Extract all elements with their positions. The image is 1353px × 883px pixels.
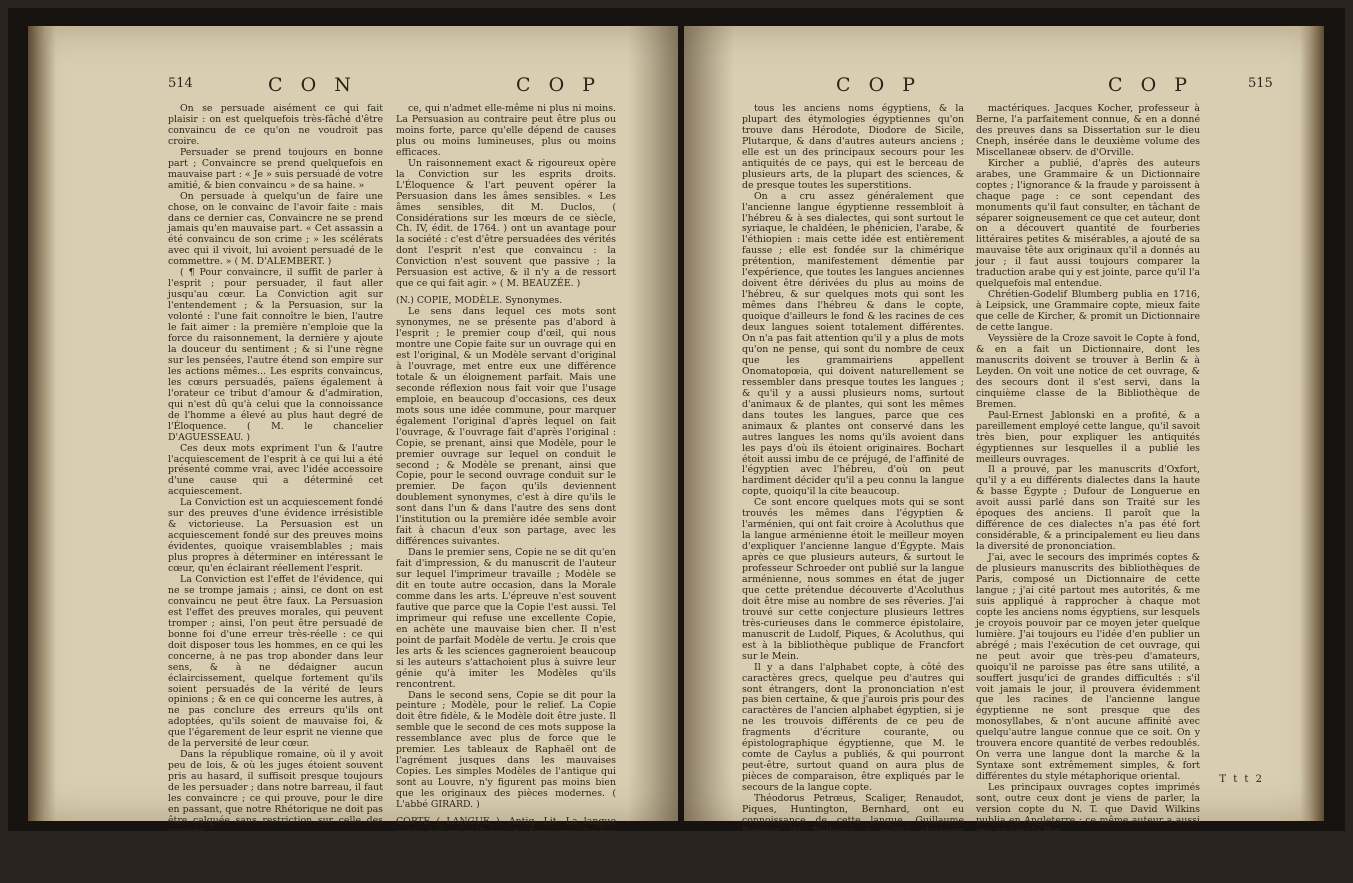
paragraph: Dans le premier sens, Copie ne se dit qu'en fait d'impression, & du manuscrit de l'auteur sur lequel l'imprimeur travaille ; Modèle se dit en toute autre occasion, dans la Morale comme dans les arts. L'épreuve n'est souvent fautive que parce que la Copie l'est aussi. Tel imprimeur qui refuse une excellente Copie, en achète une mauvaise bien cher. Il n'est point de parfait Modèle de vertu. Je crois que les arts & les sciences gagneroient beaucoup si les auteurs s'attachoient plus à suivre leur génie qu'à imiter les Modèles qu'ils rencontrent. <box>396 547 616 690</box>
gutter-shadow <box>684 26 734 821</box>
book-spread <box>8 8 1345 882</box>
paragraph: La Conviction n'est pas susceptible de plus ou de moins, parce que c'est l'effet nécessaire de l'éviden- <box>168 836 383 870</box>
paragraph: On a cru assez généralement que l'ancienne langue égyptienne ressembloit à l'hébreu & à ses dialectes, qui sont surtout le syriaque, le chaldéen, le phénicien, l'arabe, & l'éthiopien : mais cette idée est entièrement fausse ; elle est fondée sur la chimérique prétention, manifestement démentie par l'expérience, que toutes les langues anciennes doivent être dérivées du plus au moins de l'hébreu, & sur quelques mots qui sont les mêmes dans l'hébreu & dans le copte, quoique d'ailleurs le fond & les racines de ces deux langues soient totalement différentes. On n'a pas fait attention qu'il y a plus de mots qu'on ne pense, qui sont du nombre de ceux que les grammairiens appellent Onomatopœia, qui doivent naturellement se ressembler dans presque toutes les langues ; & qu'il y a aussi plusieurs noms, surtout d'animaux & de plantes, qui sont les mêmes dans toutes les langues, parce que ces animaux & plantes ont conservé dans les autres langues les noms qu'ils avoient dans les pays d'où ils étoient originaires. Bochart étoit aussi imbu de ce préjugé, de l'affinité de l'égyptien avec l'hébreu, d'où on peut hardiment décider qu'il a peu connu la langue copte, quoiqu'il la cite beaucoup. <box>742 190 964 498</box>
paragraph: Persuader se prend toujours en bonne part ; Convaincre se prend quelquefois en mauvaise part : « Je » suis persuadé de votre amitié, & bien convaincu » de sa haine. » <box>168 146 383 191</box>
paragraph: Il a prouvé, par les manuscrits d'Oxfort, qu'il y a eu différents dialectes dans la haute & basse Égypte ; Dufour de Longuerue en avoit aussi parlé dans son Traité sur les époques des anciens. Il paroît que la différence de ces dialectes n'a pas été fort considérable, & a principalement eu lieu dans la diversité de prononciation. <box>976 464 1200 553</box>
paragraph: Kircher a publié, d'après des auteurs arabes, une Grammaire & un Dictionnaire coptes ; l'ignorance & la fraude y paroissent à chaque page : ce sont cependant des monuments qu'il faut consulter, en tâchant de séparer soigneusement ce que cet auteur, dont on a découvert quantité de fourberies littéraires petites & misérables, a ajouté de sa mauvaise tête aux originaux qu'il a donnés au jour ; il faut aussi toujours comparer la traduction arabe qui y est jointe, parce qu'il l'a quelquefois mal entendue. <box>976 157 1200 290</box>
page-number: 514 <box>168 76 193 91</box>
paragraph: La Conviction est l'effet de l'évidence, qui ne se trompe jamais ; ainsi, ce dont on est convaincu ne peut être faux. La Persuasion est l'effet des preuves morales, qui peuvent tromper ; ainsi, l'on peut être persuadé de bonne foi d'une erreur très-réelle : ce qui doit disposer tous les hommes, en ce qui les concerne, à ne pas trop abonder dans leur sens, & à ne dédaigner aucun éclaircissement, quelque fortement qu'ils soient persuadés de la vérité de leurs opinions ; & en ce qui concerne les autres, à ne pas conclure des erreurs qu'ils ont adoptées, qu'ils soient de mauvaise foi, & que l'égarement de leur esprit ne vienne que de la perversité de leur cœur. <box>168 573 383 750</box>
paragraph: Paul-Ernest Jablonski en a profité, & a pareillement employé cette langue, qu'il savoit très bien, pour expliquer les antiquités égyptiennes sur lesquelles il a publié les meilleurs ouvrages. <box>976 409 1200 465</box>
text-column-1 <box>168 103 383 870</box>
paragraph: Chrétien-Godelif Blumberg publia en 1716, à Leipsick, une Grammaire copte, mieux faite que celle de Kircher, & promit un Dictionnaire de cette langue. <box>976 289 1200 334</box>
page-edges <box>28 26 56 821</box>
paragraph: Dans le second sens, Copie se dit pour la peinture ; Modèle, pour le relief. La Copie doit être fidèle, & le Modèle doit être juste. Il semble que le second de ces mots suppose la ressemblance avec plus de force que le premier. Les tableaux de Raphaël ont de l'agrément jusques dans les mauvaises Copies. Les simples Modèles de l'antique qui sont au Louvre, n'y figurent pas moins bien que les originaux des pièces modernes. ( L'abbé GIRARD. ) <box>396 689 616 811</box>
signature-mark: T t t 2 <box>1219 774 1264 785</box>
running-head: C O N <box>268 74 357 96</box>
paragraph: On persuade à quelqu'un de faire une chose, on le convainc de l'avoir faite : mais dans ce dernier cas, Convaincre ne se prend jamais qu'en mauvaise part. « Cet assassin a été convaincu de son crime ; » les scélérats avec qui il vivoit, lui avoient persuadé de le commettre. » ( M. D'ALEMBERT. ) <box>168 190 383 268</box>
text-column-2 <box>976 103 1200 837</box>
paragraph: tous les anciens noms égyptiens, & la plupart des étymologies égyptiennes qu'on trouve dans Hérodote, Diodore de Sicile, Plutarque, & dans d'autres auteurs anciens ; elle est un des principaux secours pour les antiquités de ce pays, qui est le berceau de plusieurs arts, de la plupart des sciences, & de presque toutes les superstitions. <box>742 103 964 191</box>
running-head: C O P <box>836 74 921 96</box>
paragraph: On se persuade aisément ce qui fait plaisir : on est quelquefois très-fâché d'être convaincu de ce qu'on ne voudroit pas croire. <box>168 103 383 147</box>
paragraph: mactériques. Jacques Kocher, professeur à Berne, l'a parfaitement connue, & en a donné des preuves dans sa Dissertation sur le dieu Cneph, insérée dans le deuxième volume des Miscellaneæ observ. de d'Orville. <box>976 103 1200 158</box>
paragraph: Théodorus Petrœus, Scaliger, Renaudot, Piques, Huntington, Bernhard, ont eu connoissance de cette langue. Guillaume Bonjour de Toulouse a publié plusieurs brochures qui prouvent qu'il y étoit versé. Saumaise ne l'a pas négligée, & on voit par ses ouvrages, surtout par ses années cli- <box>742 793 964 870</box>
paragraph: Le sens dans lequel ces mots sont synonymes, ne se présente pas d'abord à l'esprit ; le premier coup d'œil, qui nous montre une Copie faite sur un ouvrage qui en est l'original, & un Modèle servant d'original à l'ouvrage, met entre eux une différence totale & un éloignement parfait. Mais une seconde réflexion nous fait voir que l'usage emploie, en beaucoup d'occasions, ces deux mots sous une idée commune, pour marquer également l'original d'après lequel on fait l'ouvrage, & l'ouvrage fait d'après l'original : Copie, se prenant, ainsi que Modèle, pour le premier ouvrage sur lequel on conduit le second ; & Modèle se prenant, ainsi que Copie, pour le second ouvrage conduit sur le premier. De façon qu'ils deviennent doublement synonymes, c'est à dire qu'ils le sont dans l'un & dans l'autre des sens dont l'institution ou la première idée semble avoir fait à chacun d'eux son partage, avec les différences suivantes. <box>396 306 616 548</box>
page-edges <box>1300 26 1324 821</box>
paragraph: Il y a dans l'alphabet copte, à côté des caractères grecs, quelque peu d'autres qui sont étrangers, dont la prononciation n'est pas bien certaine, & que j'aurois pris pour des caractères de l'ancien alphabet égyptien, si je ne les trouvois différents de ce peu de fragments d'écriture courante, ou épistolographique égyptienne, que M. le comte de Caylus a publiés, & qui pourront peut-être, surtout quand on aura plus de pièces de comparaison, être expliqués par le secours de la langue copte. <box>742 661 964 794</box>
paragraph: Dans la république romaine, où il y avoit peu de lois, & où les juges étoient souvent pris au hasard, il suffisoit presque toujours de les persuader ; dans notre barreau, il faut les convaincre ; ce qui prouve, pour le dire en passant, que notre Rhétorique ne doit pas être calquée sans restriction sur celle des anciens. <box>168 749 383 837</box>
paragraph: Un raisonnement exact & rigoureux opère la Conviction sur les esprits droits. L'Éloquence & l'art peuvent opérer la Persuasion dans les âmes sensibles. « Les âmes sensibles, dit M. Duclos, ( Considérations sur les mœurs de ce siècle, Ch. IV, édit. de 1764. ) ont un avantage pour la société : c'est d'être persuadées des vérités dont l'esprit n'est que convaincu : la Conviction n'est souvent que passive ; la Persuasion est active, & il n'y a de ressort que ce qui fait agir. » ( M. BEAUZÉE. ) <box>396 157 616 290</box>
text-column-1 <box>742 103 964 870</box>
paragraph: Les principaux ouvrages coptes imprimés sont, outre ceux dont je viens de parler, la version copte du N. T. que David Wilkins publia en Angleterre ; ce même auteur a aussi mis au jour le Pen- <box>976 782 1200 837</box>
gutter-shadow <box>628 26 678 821</box>
paragraph: Ce sont encore quelques mots qui se sont trouvés les mêmes dans l'égyptien & l'arménien, qui ont fait croire à Acoluthus que la langue arménienne étoit le meilleur moyen d'expliquer l'ancienne langue d'Égypte. Mais après ce que plusieurs auteurs, & surtout le professeur Schroeder ont publié sur la langue arménienne, nous sommes en état de juger que cette prétendue découverte d'Acoluthus doit être mise au nombre de ses rêveries. J'ai trouvé sur cette conjecture plusieurs lettres très-curieuses dans le commerce épistolaire, manuscrit de Ludolf, Piques, & Acoluthus, qui est à la bibliothèque publique de Francfort sur le Mein. <box>742 497 964 662</box>
paragraph: (N.) COPIE, MODÈLE. Synonymes. <box>396 295 563 307</box>
running-head: C O P <box>1108 74 1193 96</box>
paragraph: La Conviction est un acquiescement fondé sur des preuves d'une évidence irrésistible & victorieuse. La Persuasion est un acquiescement fondé sur des preuves moins évidentes, quoique vraisemblables ; mais plus propres à déterminer en intéressant le cœur, qu'en éclairant réellement l'esprit. <box>168 497 383 575</box>
page-number: 515 <box>1248 76 1273 91</box>
paragraph: J'ai, avec le secours des imprimés coptes & de plusieurs manuscrits des bibliothèques de Paris, composé un Dictionnaire de cette langue ; j'ai cité partout mes autorités, & me suis appliqué à rapprocher à chaque mot copte les anciens noms égyptiens, sur lesquels je croyois pouvoir par ce moyen jeter quelque lumière. J'ai toujours eu l'idée d'en publier un abrégé ; mais l'exécution de cet ouvrage, qui ne peut avoir que très-peu d'amateurs, quoiqu'il ne paroisse pas être sans utilité, a souffert jusqu'ici de grandes difficultés : s'il voit jamais le jour, il prouvera évidemment que les racines de l'ancienne langue égyptienne ne sont presque que des monosyllabes, & n'ont aucune affinité avec quelqu'autre langue connue que ce soit. On y trouvera encore quantité de verbes redoublés. On verra une langue dont la marche & la Syntaxe sont extrêmement simples, & fort différentes du style métaphorique oriental. <box>976 552 1200 783</box>
paragraph: ce, qui n'admet elle-même ni plus ni moins. La Persuasion au contraire peut être plus ou moins forte, parce qu'elle dépend de causes plus ou moins lumineuses, plus ou moins efficaces. <box>396 103 616 158</box>
paragraph: Ces deux mots expriment l'un & l'autre l'acquiescement de l'esprit à ce qui lui a été présenté comme vrai, avec l'idée accessoire d'une cause qui a déterminé cet acquiescement. <box>168 442 383 498</box>
running-head: C O P <box>516 74 601 96</box>
text-column-2 <box>396 103 616 882</box>
paragraph: ( ¶ Pour convaincre, il suffit de parler à l'esprit ; pour persuader, il faut aller jusqu'au cœur. La Conviction agit sur l'entendement ; & la Persuasion, sur la volonté : l'une fait connoître le bien, l'autre le fait aimer : la première n'emploie que la force du raisonnement, la dernière y ajoute la douceur du sentiment ; & si l'une règne sur les pensées, l'autre étend son empire sur les actions mêmes... Les esprits convaincus, les cœurs persuadés, païens également à l'orateur ce tribut d'amour & d'admiration, qui n'est dû qu'à celui que la connoissance de l'homme a élevé au plus haut degré de l'Éloquence. ( M. le chancelier D'AGUESSEAU. ) <box>168 267 383 443</box>
left-page <box>28 26 678 882</box>
paragraph: Veyssière de la Croze savoit le Copte à fond, & en a fait un Dictionnaire, dont les manuscrits doivent se trouver à Berlin & à Leyden. On voit une notice de cet ouvrage, & des secours dont il s'est servi, dans la cinquième classe de la Bibliothèque de Bremen. <box>976 333 1200 410</box>
right-page <box>684 26 1324 870</box>
paragraph: COPTE ( LANGUE ). Antiq. Lit. La langue copte est un mélange de l'ancienne langue égyptienne, & de mots grecs qui s'y sont glissés peu à peu après que cette nation s'est rendue maîtresse de ce pays. Nous pouvons expliquer par cette langue presque <box>396 816 616 882</box>
